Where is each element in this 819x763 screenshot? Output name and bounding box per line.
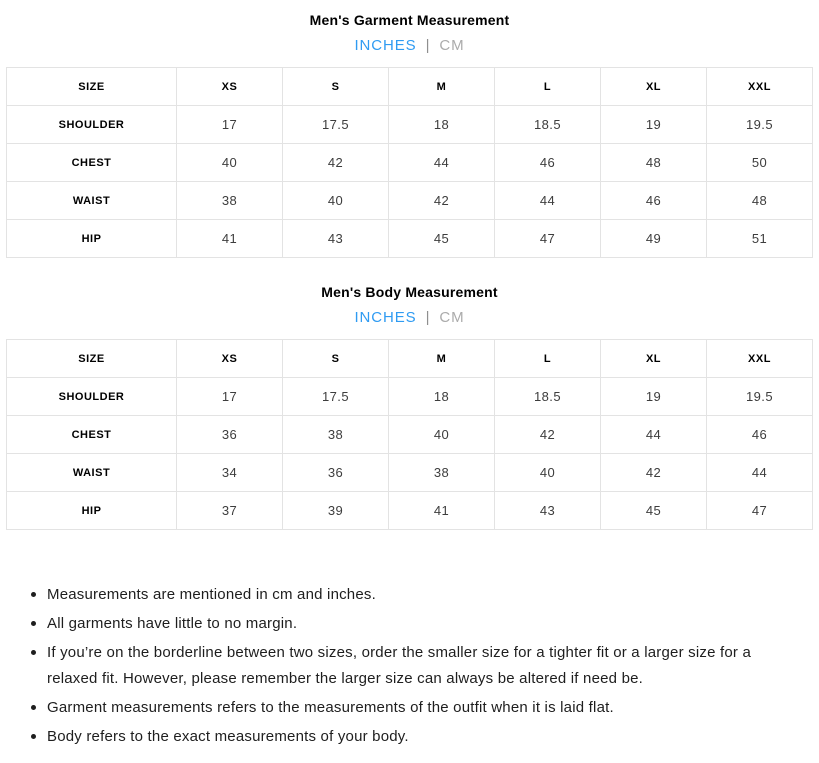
cell: 46 [707,416,813,454]
cell: 18.5 [495,106,601,144]
cell: 40 [495,454,601,492]
table-header-row [7,68,813,106]
cell: 18 [389,378,495,416]
size-chart-notes [0,582,819,763]
cell: 51 [707,220,813,258]
list-item [31,640,777,692]
bullet-icon [31,650,36,655]
table-row-hip [7,492,813,530]
unit-toggle [0,309,819,327]
cell: 50 [707,144,813,182]
tab-cm[interactable]: CM [439,37,465,54]
cell: 48 [601,144,707,182]
body-measurement-section [0,284,819,530]
column-header-xs: XS [177,68,283,106]
bullet-icon [31,592,36,597]
cell: 17.5 [283,378,389,416]
cell: 38 [389,454,495,492]
cell: 42 [389,182,495,220]
cell: 38 [177,182,283,220]
cell: 41 [177,220,283,258]
column-header-l: L [495,68,601,106]
cell: 36 [283,454,389,492]
bullet-icon [31,621,36,626]
table-row-shoulder [7,378,813,416]
cell: 17.5 [283,106,389,144]
column-header-l: L [495,340,601,378]
column-header-m: M [389,340,495,378]
section-title: Men's Garment Measurement [309,12,510,28]
cell: 43 [495,492,601,530]
garment-size-table [6,67,813,258]
table-row-hip [7,220,813,258]
column-header-size: SIZE [7,340,177,378]
column-header-xs: XS [177,340,283,378]
cell: 47 [707,492,813,530]
cell: 39 [283,492,389,530]
column-header-xxl: XXL [707,68,813,106]
cell: 46 [495,144,601,182]
cell: 42 [601,454,707,492]
cell: 19.5 [707,378,813,416]
note-text: All garments have little to no margin. [47,615,298,632]
cell: 45 [389,220,495,258]
column-header-xxl: XXL [707,340,813,378]
tab-inches[interactable]: INCHES [354,309,417,326]
row-label: SHOULDER [7,378,177,416]
list-item [31,582,777,608]
row-label: HIP [7,220,177,258]
column-header-m: M [389,68,495,106]
cell: 42 [495,416,601,454]
unit-separator: | [425,309,431,326]
list-item [31,611,777,637]
cell: 19 [601,106,707,144]
table-row-shoulder [7,106,813,144]
cell: 47 [495,220,601,258]
cell: 38 [283,416,389,454]
cell: 37 [177,492,283,530]
column-header-xl: XL [601,68,707,106]
cell: 40 [389,416,495,454]
cell: 44 [495,182,601,220]
cell: 43 [283,220,389,258]
column-header-size: SIZE [7,68,177,106]
cell: 49 [601,220,707,258]
column-header-s: S [283,340,389,378]
cell: 41 [389,492,495,530]
garment-measurement-section [0,12,819,258]
cell: 19 [601,378,707,416]
column-header-s: S [283,68,389,106]
unit-toggle [0,37,819,55]
table-row-waist [7,182,813,220]
cell: 40 [177,144,283,182]
table-row-chest [7,416,813,454]
row-label: CHEST [7,144,177,182]
note-text: Body refers to the exact measurements of your body. [47,728,409,745]
list-item [31,695,777,721]
bullet-icon [31,705,36,710]
cell: 17 [177,106,283,144]
tab-cm[interactable]: CM [439,309,465,326]
row-label: WAIST [7,454,177,492]
cell: 45 [601,492,707,530]
cell: 18.5 [495,378,601,416]
cell: 18 [389,106,495,144]
body-size-table [6,339,813,530]
row-label: HIP [7,492,177,530]
tab-inches[interactable]: INCHES [354,37,417,54]
row-label: WAIST [7,182,177,220]
cell: 42 [283,144,389,182]
note-text: Garment measurements refers to the measurements of the outfit when it is laid flat. [47,699,614,716]
note-text: If you’re on the borderline between two sizes, order the smaller size for a tighter fit or a larger size for a relaxed fit. However, please remember the larger size can always be altered if need be. [47,644,751,687]
column-header-xl: XL [601,340,707,378]
cell: 48 [707,182,813,220]
cell: 34 [177,454,283,492]
note-text: Measurements are mentioned in cm and inches. [47,586,376,603]
table-row-waist [7,454,813,492]
unit-separator: | [425,37,431,54]
cell: 44 [601,416,707,454]
section-title: Men's Body Measurement [321,284,498,300]
row-label: CHEST [7,416,177,454]
cell: 19.5 [707,106,813,144]
cell: 36 [177,416,283,454]
row-label: SHOULDER [7,106,177,144]
list-item [31,724,777,750]
cell: 40 [283,182,389,220]
table-header-row [7,340,813,378]
cell: 17 [177,378,283,416]
cell: 44 [707,454,813,492]
bullet-icon [31,734,36,739]
cell: 46 [601,182,707,220]
table-row-chest [7,144,813,182]
cell: 44 [389,144,495,182]
